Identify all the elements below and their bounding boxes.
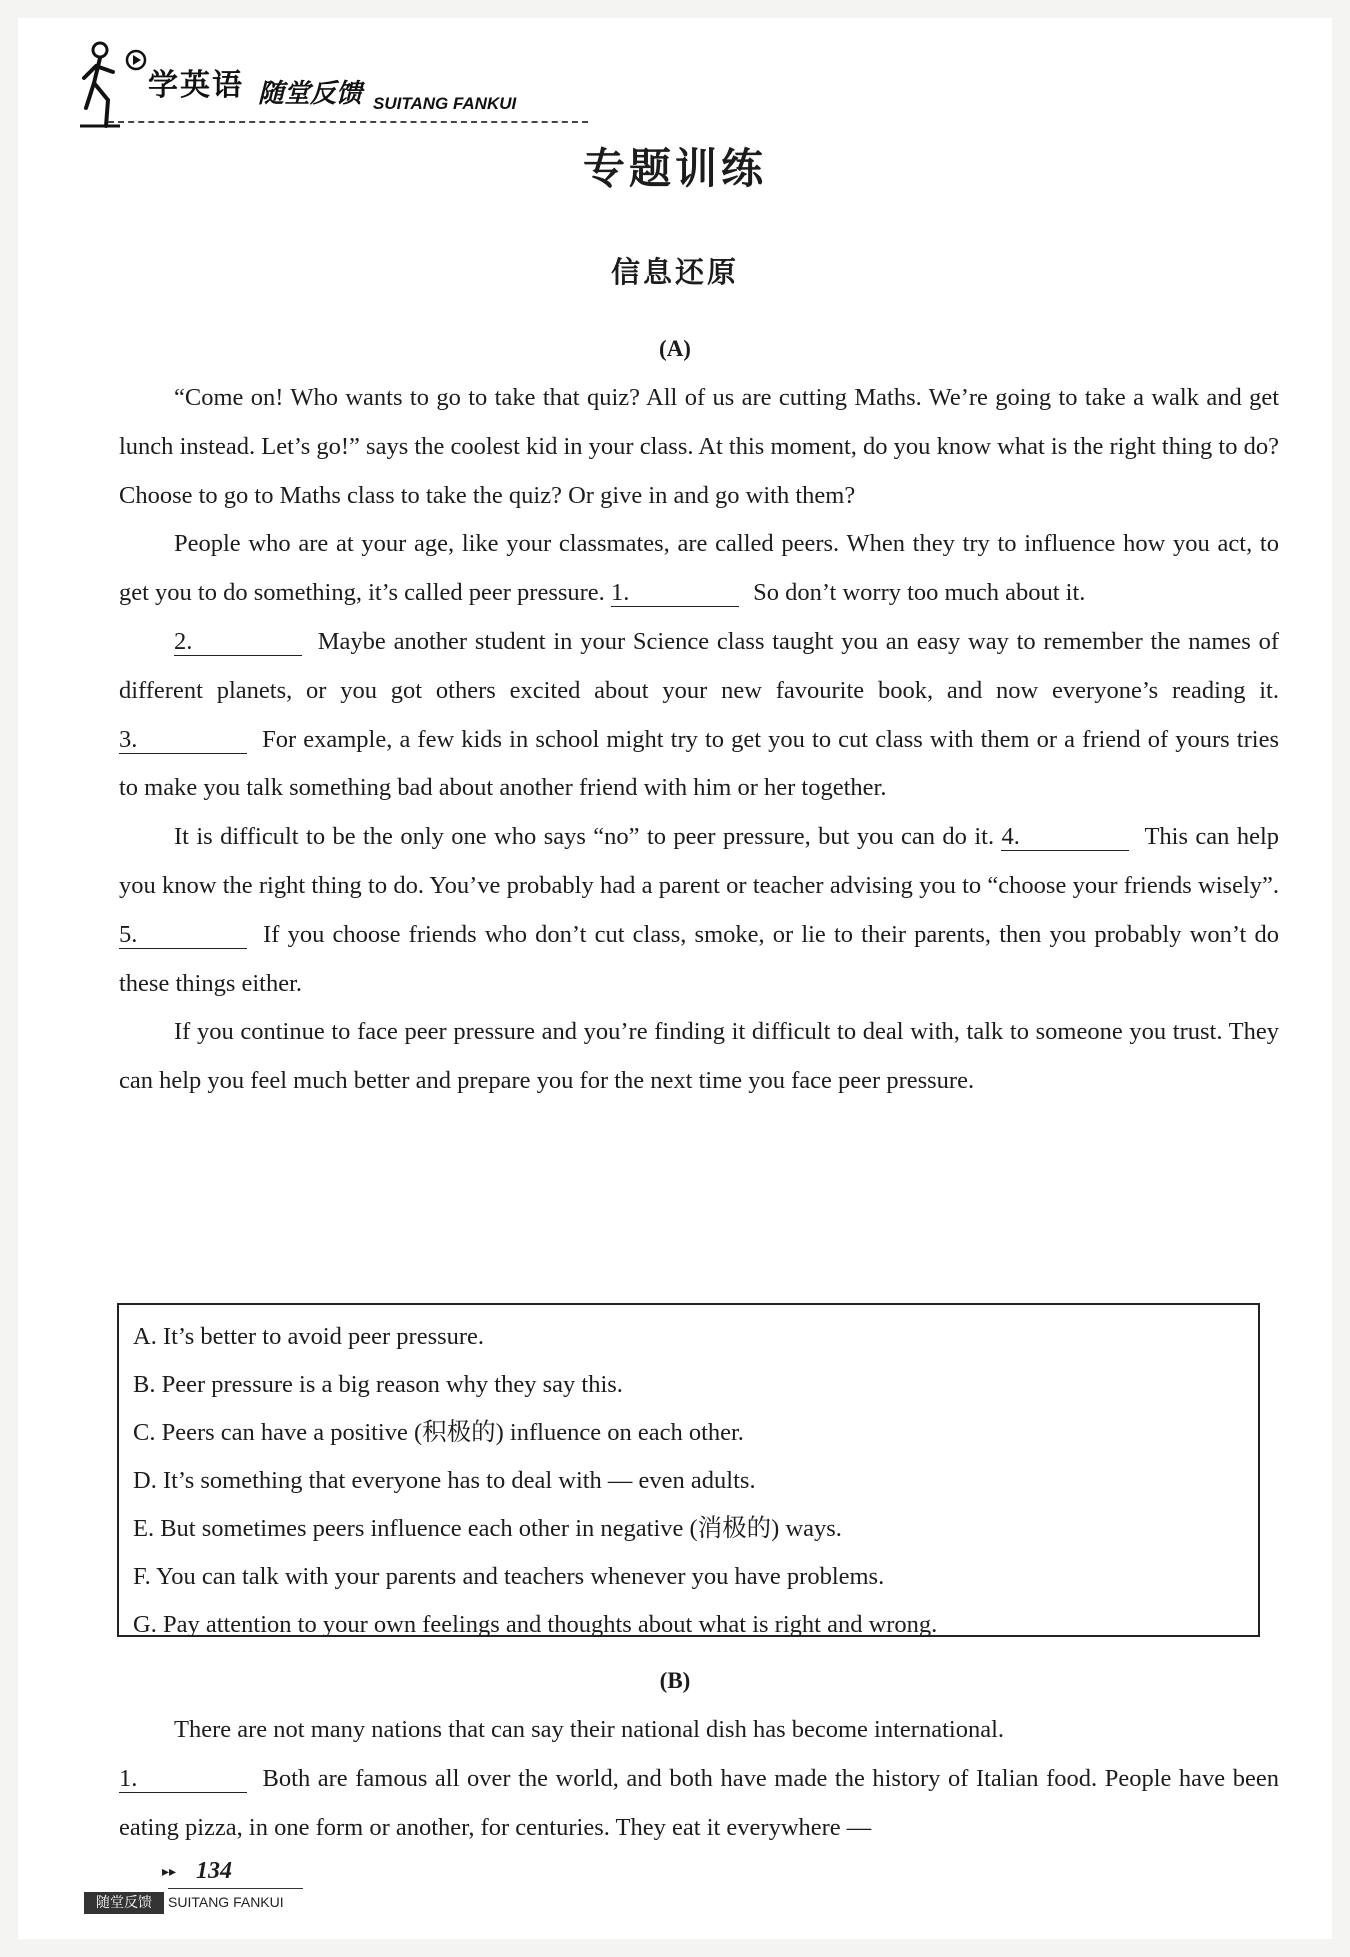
passage-a [119,374,1279,1106]
option-g: G. Pay attention to your own feelings and thoughts about what is right and wrong. [133,1611,938,1638]
paragraph-text: This can help you know the right thing to do. You’ve probably had a parent or teacher advising you to “choose your friends wisely”. [119,823,1280,899]
runner-logo-icon [78,38,148,133]
brand-subtitle: 随堂反馈 [258,79,363,109]
paragraph-text: Maybe another student in your Science class taught you an easy way to remember the names of different planets, or you got others excited about your new favourite book, and now everyone’s reading it. [119,627,1279,704]
option-f: F. You can talk with your parents and teachers whenever you have problems. [133,1563,885,1590]
answer-blank[interactable]: 5. [119,922,247,949]
paragraph-text: If you continue to face peer pressure and you’re finding it difficult to deal with, talk to someone you trust. They can help you feel much better and prepare you for the next time you face peer pressure. [119,1018,1279,1095]
passage-b-paragraph [119,1706,1279,1755]
answer-blank[interactable]: 1. [611,580,739,607]
section-b-label: (B) [659,1668,691,1693]
paragraph [119,520,1279,618]
option-e: E. But sometimes peers influence each other in negative (消极的) ways. [133,1515,842,1542]
page-title: 专题训练 [582,144,767,193]
worksheet-page [18,18,1332,1939]
footer-arrows-icon: ▸▸ [162,1864,177,1880]
paragraph-text: People who are at your age, like your classmates, are called peers. When they try to influence how you act, to get you to do something, it’s called peer pressure. [119,530,1279,607]
footer-divider [168,1888,303,1889]
answer-blank[interactable]: 3. [119,727,247,754]
header-dashed-divider [108,121,588,123]
passage-b-text: There are not many nations that can say their national dish has become international. [174,1716,1004,1743]
section-subtitle: 信息还原 [610,255,739,289]
paragraph [119,1008,1279,1106]
option-a: A. It’s better to avoid peer pressure. [133,1323,485,1350]
paragraph-text: It is difficult to be the only one who says “no” to peer pressure, but you can do it. [174,823,1002,851]
section-a-label: (A) [659,336,691,361]
answer-blank[interactable]: 4. [1001,824,1129,851]
paragraph [119,374,1279,520]
option-b: B. Peer pressure is a big reason why they say this. [133,1371,623,1398]
option-d: D. It’s something that everyone has to deal with — even adults. [133,1467,756,1494]
brand-title: 学英语 [148,68,244,103]
header-logo [78,38,598,133]
footer-english: SUITANG FANKUI [168,1894,284,1910]
answer-blank-b1[interactable]: 1. [119,1766,247,1793]
paragraph-text: For example, a few kids in school might try to get you to cut class with them or a friend of yours tries to make you talk something bad about another friend with him or her together. [119,725,1279,802]
paragraph [119,618,1279,813]
page-number: 134 [196,1858,232,1884]
paragraph-text: So don’t worry too much about it. [746,579,1086,607]
passage-b [119,1706,1279,1852]
paragraph-text: If you choose friends who don’t cut class, smoke, or lie to their parents, then you probably won’t do these things either. [119,920,1279,997]
footer-tag: 随堂反馈 [84,1892,164,1914]
options-box [117,1303,1260,1637]
footer [84,1858,304,1918]
answer-blank[interactable]: 2. [174,629,302,656]
passage-b-text-cont: Both are famous all over the world, and both have made the history of Italian food. People have been eating pizza, in one form or another, for centuries. They eat it everywhere — [119,1764,1279,1841]
brand-english: SUITANG FANKUI [373,94,517,113]
option-c: C. Peers can have a positive (积极的) influence on each other. [133,1419,744,1446]
paragraph-text: “Come on! Who wants to go to take that quiz? All of us are cutting Maths. We’re going to take a walk and get lunch instead. Let’s go!” says the coolest kid in your class. At this moment, do you know what is the right thing to do? Choose to go to Maths class to take the quiz? Or give in and go with them? [119,384,1279,509]
passage-b-paragraph-cont [119,1755,1279,1853]
paragraph [119,813,1279,1008]
